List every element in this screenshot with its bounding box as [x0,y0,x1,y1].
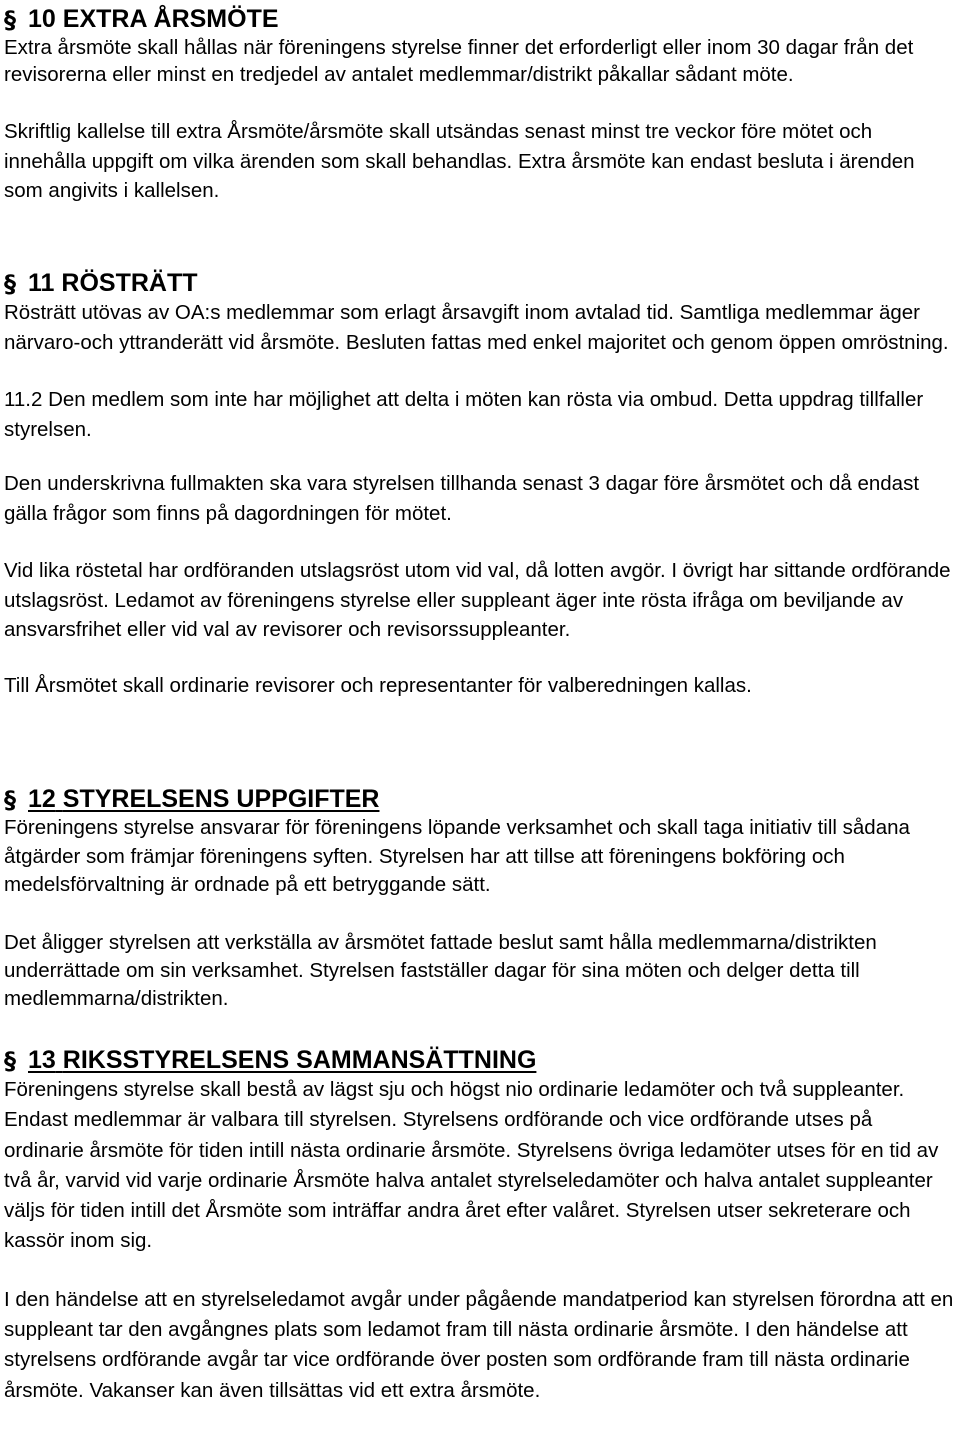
section-heading [4,268,954,298]
paragraph: Extra årsmöte skall hållas när föreningens styrelse finner det erforderligt eller inom 30 dagar från det revisorerna eller minst en tredjedel av antalet medlemmar/distrikt påkallar sådant möte. [4,36,914,86]
section-10 [4,4,954,206]
section-title: EXTRA ÅRSMÖTE [62,5,279,33]
section-sign-icon [4,270,22,296]
paragraph: Till Årsmötet skall ordinarie revisorer och representanter för valberedningen kallas. [4,673,752,697]
paragraph: I den händelse att en styrelseledamot avgår under pågående mandatperiod kan styrelsen förordna att en suppleant tar den avgångnes plats som ledamot fram till nästa ordinarie årsmöte. I den händelse att styrelsens ordförande avgår tar vice ordförande över posten som ordförande fram till nästa ordinarie årsmöte. Vakanser kan även tillsättas vid ett extra årsmöte. [4,1287,954,1402]
paragraph: Rösträtt utövas av OA:s medlemmar som erlagt årsavgift inom avtalad tid. Samtliga medlemmar äger närvaro-och yttranderätt vid årsmöte. Besluten fattas med enkel majoritet och genom öppen omröstning. [4,301,949,354]
section-title: STYRELSENS UPPGIFTER [62,785,380,813]
paragraph: Vid lika röstetal har ordföranden utslagsröst utom vid val, då lotten avgör. I övrigt har sittande ordförande utslagsröst. Ledamot av föreningens styrelse eller suppleant äger inte rösta ifråga om beviljande av ansvarsfrihet eller vid val av revisorer och revisorssuppleanter. [4,559,951,641]
section-heading [4,1045,954,1075]
section-11 [4,268,954,700]
paragraph: Föreningens styrelse ansvarar för föreningens löpande verksamhet och skall taga initiativ till sådana åtgärder som främjar föreningens syften. Styrelsen har att tillse att föreningens bokföring och medelsförvaltning är ordnade på ett betryggande sätt. [4,816,910,896]
section-sign-icon [4,1047,22,1073]
section-title: RIKSSTYRELSENS SAMMANSÄTTNING [62,1046,537,1074]
section-heading [4,784,954,814]
section-number: 10 [28,5,56,33]
section-sign-icon [4,786,22,812]
svg-text:§: § [4,270,16,296]
section-title: RÖSTRÄTT [61,269,198,297]
section-number: 11 [28,269,55,297]
section-number: 13 [28,1046,56,1074]
section-12 [4,784,954,1013]
section-number: 12 [28,785,56,813]
section-13 [4,1045,954,1406]
svg-text:§: § [4,6,16,32]
svg-text:§: § [4,786,16,812]
paragraph: Föreningens styrelse skall bestå av lägst sju och högst nio ordinarie ledamöter och två suppleanter. Endast medlemmar är valbara till styrelsen. Styrelsens ordförande och vice ordförande utses på ordinarie årsmöte för tiden intill nästa ordinarie årsmöte. Styrelsens övriga ledamöter utses för en tid av två år, varvid vid varje ordinarie Årsmöte halva antalet styrelseledamöter och halva antalet suppleanter väljs för tiden intill det Årsmöte som inträffar andra året efter valåret. Styrelsen utser sekreterare och kassör inom sig. [4,1078,939,1253]
paragraph: Den underskrivna fullmakten ska vara styrelsen tillhanda senast 3 dagar före årsmötet och då endast gälla frågor som finns på dagordningen för mötet. [4,472,920,525]
section-sign-icon [4,6,22,32]
paragraph: 11.2 Den medlem som inte har möjlighet att delta i möten kan rösta via ombud. Detta uppdrag tillfaller styrelsen. [4,388,924,441]
svg-text:§: § [4,1047,16,1073]
section-heading [4,4,954,34]
paragraph: Skriftlig kallelse till extra Årsmöte/årsmöte skall utsändas senast minst tre veckor före mötet och innehålla uppgift om vilka ärenden som skall behandlas. Extra årsmöte kan endast besluta i ärenden som angivits i kallelsen. [4,120,915,202]
paragraph: Det åligger styrelsen att verkställa av årsmötet fattade beslut samt hålla medlemmarna/distrikten underrättade om sin verksamhet. Styrelsen fastställer dagar för sina möten och delger detta till medlemmarna/distrikten. [4,930,877,1010]
